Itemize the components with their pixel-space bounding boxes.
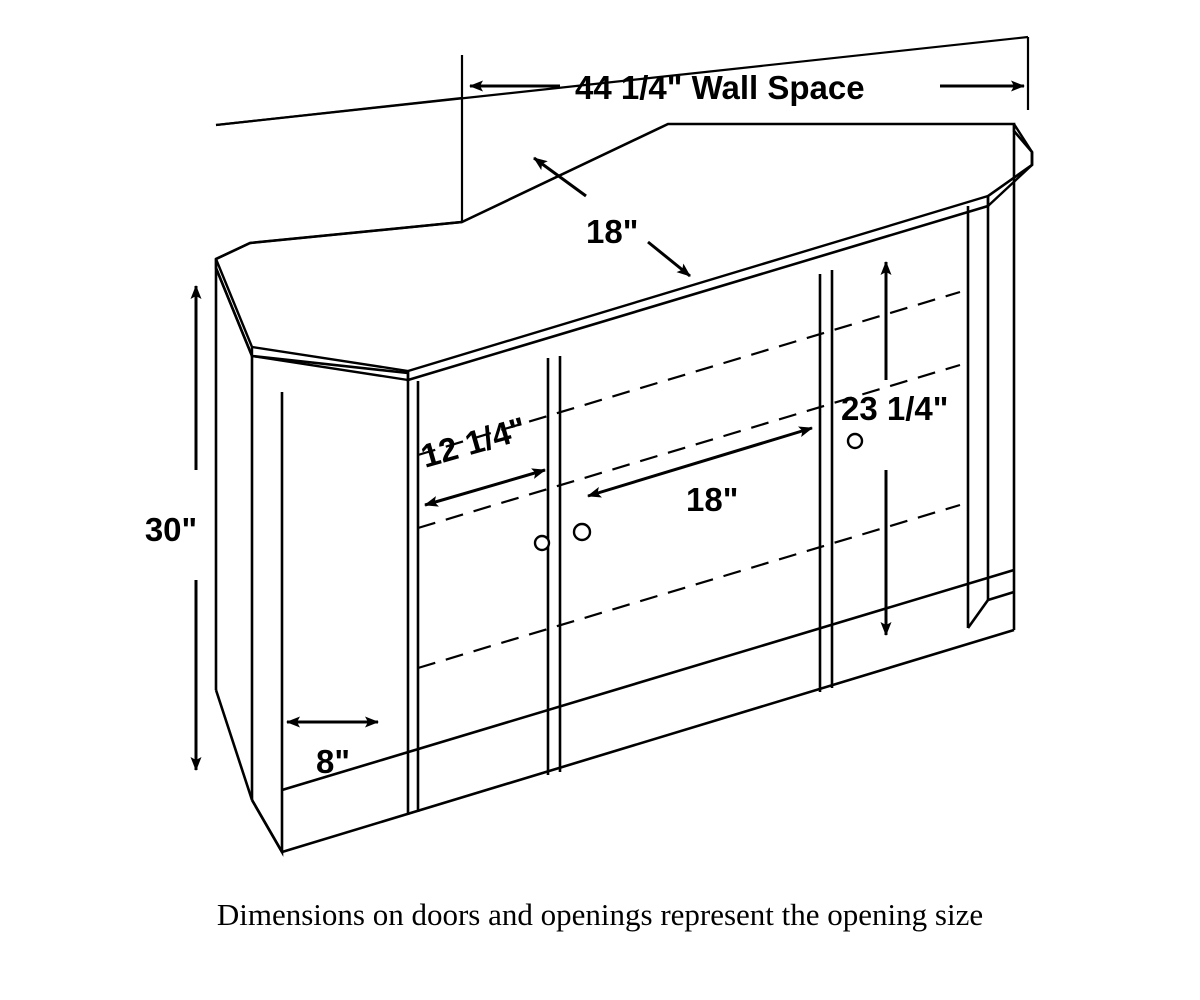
figure-caption: Dimensions on doors and openings represent the opening size [216, 897, 984, 932]
dimension-label-center-door: 18" [686, 481, 739, 518]
dimension-label-wall-space: 44 1/4" Wall Space [575, 69, 865, 106]
dimension-left-door [425, 470, 545, 505]
dimension-label-depth-top: 18" [586, 213, 639, 250]
dimension-label-left-door: 12 1/4" [416, 409, 531, 475]
cabinet-top-surface [216, 124, 1032, 380]
door-knob-right [848, 434, 862, 448]
dimension-label-right-opening-height: 23 1/4" [841, 390, 949, 427]
door-knob-left [535, 536, 549, 550]
door-knob-center [574, 524, 590, 540]
dimension-label-side-width: 8" [316, 743, 350, 780]
dimension-label-height-overall: 30" [144, 511, 198, 548]
